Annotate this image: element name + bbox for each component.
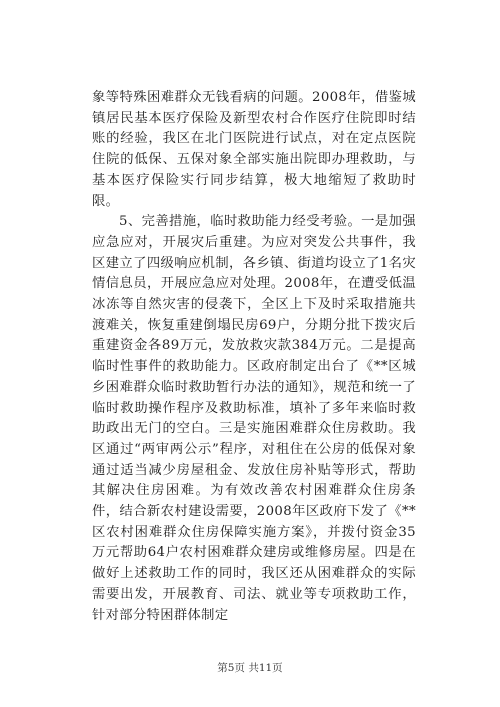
paragraph-1: 象等特殊困难群众无钱看病的问题。2008年，借鉴城镇居民基本医疗保险及新型农村合作医疗住院即时结账的经验，我区在北门医院进行试点，对在定点医院住院的低保、五保对象全部实施出院即办理救助，与基本医疗保险实行同步结算，极大地缩短了救助时限。 xyxy=(92,90,416,209)
document-body xyxy=(92,88,416,626)
paragraph-2: 5、完善措施，临时救助能力经受考验。一是加强应急应对，开展灾后重建。为应对突发公共事件，我区建立了四级响应机制，各乡镇、街道均设立了1名灾情信息员，开展应急应对处理。2008年，在遭受低温冰冻等自然灾害的侵袭下，全区上下及时采取措施共渡难关，恢复重建倒塌民房69户，分期分批下拨灾后重建资金各89万元，发放救灾款384万元。二是提高临时性事件的救助能力。区政府制定出台了《**区城乡困难群众临时救助暂行办法的通知》，规范和统一了临时救助操作程序及救助标准，填补了多年来临时救助政出无门的空白。三是实施困难群众住房救助。我区通过“两审两公示”程序，对租住在公房的低保对象通过适当减少房屋租金、发放住房补贴等形式，帮助其解决住房困难。为有效改善农村困难群众住房条件，结合新农村建设需要，2008年区政府下发了《**区农村困难群众住房保障实施方案》，并拨付资金35万元帮助64户农村困难群众建房或维修房屋。四是在做好上述救助工作的同时，我区还从困难群众的实际需要出发，开展教育、司法、就业等专项救助工作，针对部分特困群体制定 xyxy=(92,214,416,623)
page-number-footer: 第5页 共11页 xyxy=(217,662,283,674)
